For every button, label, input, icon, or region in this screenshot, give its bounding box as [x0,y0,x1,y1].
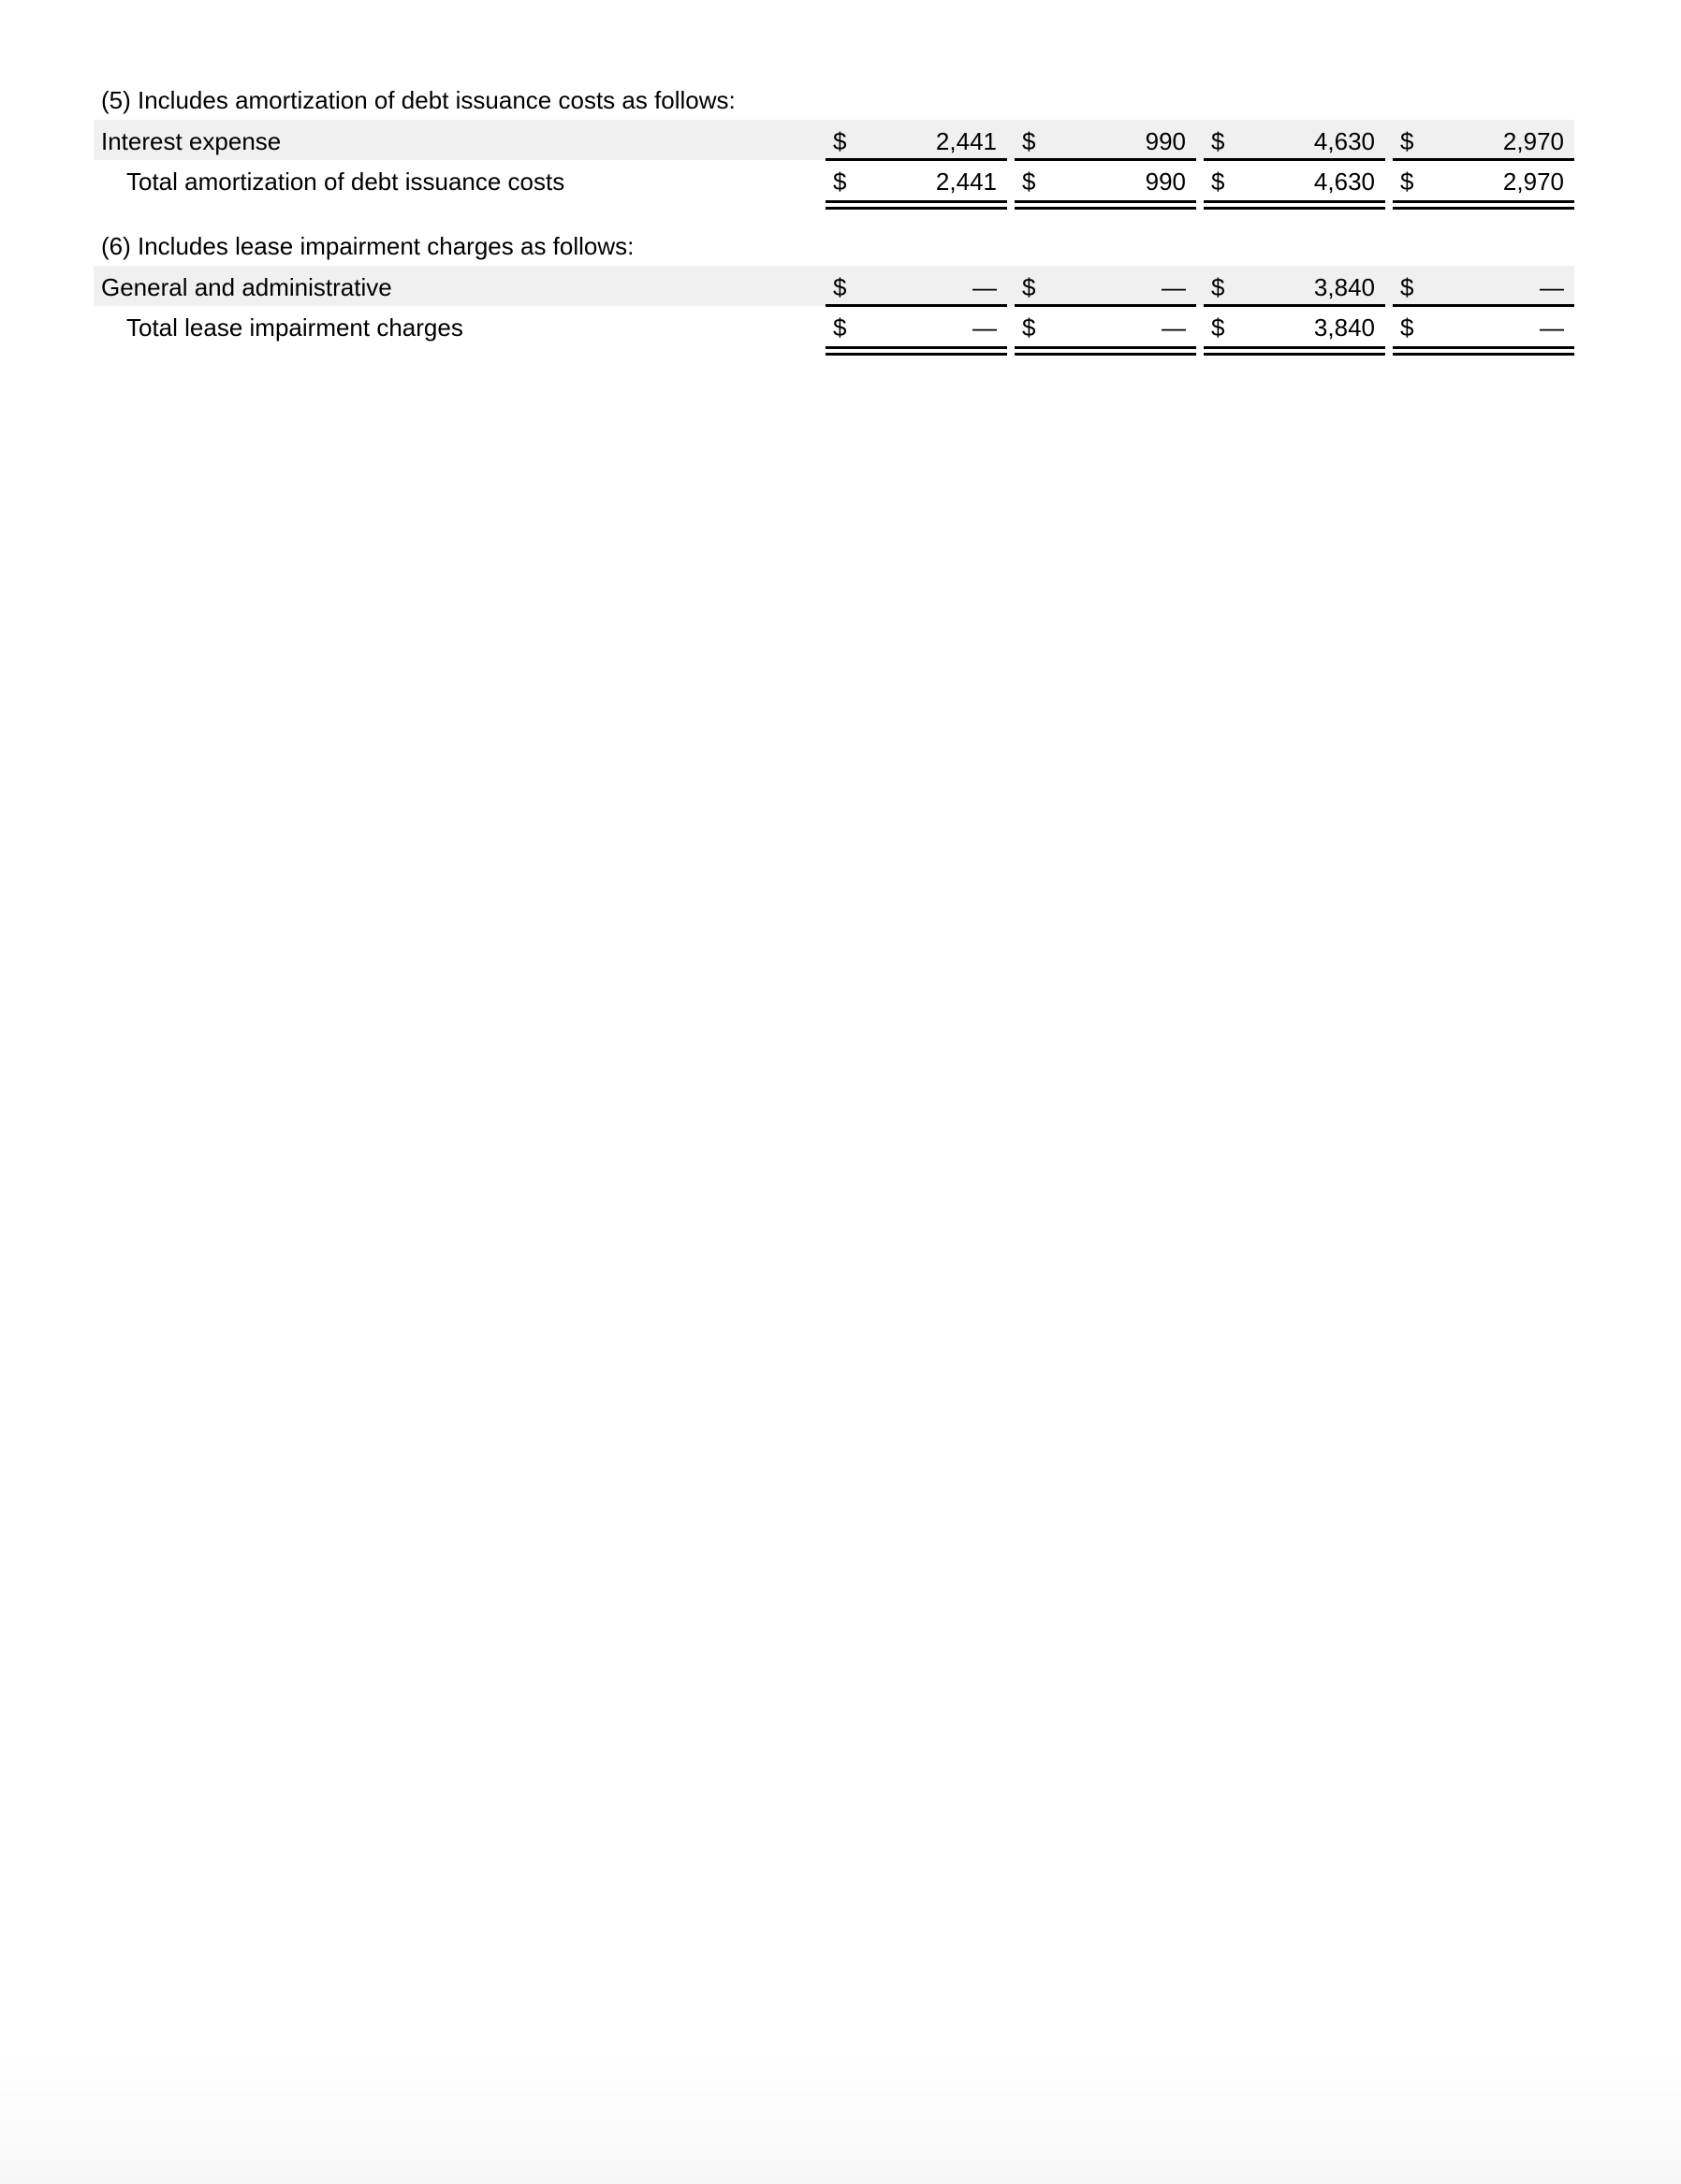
currency-symbol: $ [1211,167,1225,196]
double-underline [1393,200,1574,210]
double-underline [826,200,1007,210]
value-cell [1204,120,1385,160]
currency-symbol: $ [1211,127,1225,155]
amount: 3,840 [1313,313,1375,342]
amount: 3,840 [1313,273,1375,301]
value-cell [1204,266,1385,306]
amount: 2,970 [1502,127,1564,155]
amount: 2,970 [1502,167,1564,196]
double-underline [1204,200,1385,210]
currency-symbol: $ [1400,273,1414,301]
amount: — [1162,313,1186,342]
currency-symbol: $ [1211,313,1225,342]
value-cell [1393,266,1574,306]
amount: — [1162,273,1186,301]
table-row [94,266,1574,306]
row-label: Total amortization of debt issuance costs [126,167,565,196]
amount: 4,630 [1313,167,1375,196]
table-row-total [94,306,1574,346]
currency-symbol: $ [1211,273,1225,301]
amount: 2,441 [935,127,997,155]
double-underline [1393,346,1574,356]
currency-symbol: $ [833,273,847,301]
double-underline [1015,346,1196,356]
value-cell [826,306,1007,346]
currency-symbol: $ [1400,313,1414,342]
table-row-total [94,160,1574,200]
value-cell [1015,266,1196,306]
table-row [94,120,1574,160]
double-underline [1015,200,1196,210]
double-underline [1204,346,1385,356]
section-title: (5) Includes amortization of debt issuance costs as follows: [101,86,736,114]
value-cell [826,160,1007,200]
currency-symbol: $ [1022,127,1036,155]
value-cell [1393,306,1574,346]
currency-symbol: $ [833,167,847,196]
row-label: Total lease impairment charges [126,313,463,342]
value-cell [1015,306,1196,346]
amount: 2,441 [935,167,997,196]
value-cell [1204,306,1385,346]
currency-symbol: $ [1022,313,1036,342]
value-cell [826,120,1007,160]
amount: 990 [1145,167,1186,196]
section-title: (6) Includes lease impairment charges as follows: [101,232,635,260]
value-cell [1393,120,1574,160]
currency-symbol: $ [833,127,847,155]
currency-symbol: $ [833,313,847,342]
amount: — [972,273,997,301]
amount: 4,630 [1313,127,1375,155]
double-underline [826,346,1007,356]
value-cell [1015,160,1196,200]
amount: — [1540,313,1564,342]
amount: — [1540,273,1564,301]
currency-symbol: $ [1022,167,1036,196]
page-bottom-shade [0,2053,1681,2184]
value-cell [1393,160,1574,200]
value-cell [1015,120,1196,160]
currency-symbol: $ [1022,273,1036,301]
value-cell [826,266,1007,306]
row-label: General and administrative [101,273,392,301]
amount: 990 [1145,127,1186,155]
lease-impairment-table [94,226,1574,346]
row-label: Interest expense [101,127,282,155]
debt-issuance-costs-table [94,80,1574,200]
value-cell [1204,160,1385,200]
amount: — [972,313,997,342]
currency-symbol: $ [1400,127,1414,155]
currency-symbol: $ [1400,167,1414,196]
